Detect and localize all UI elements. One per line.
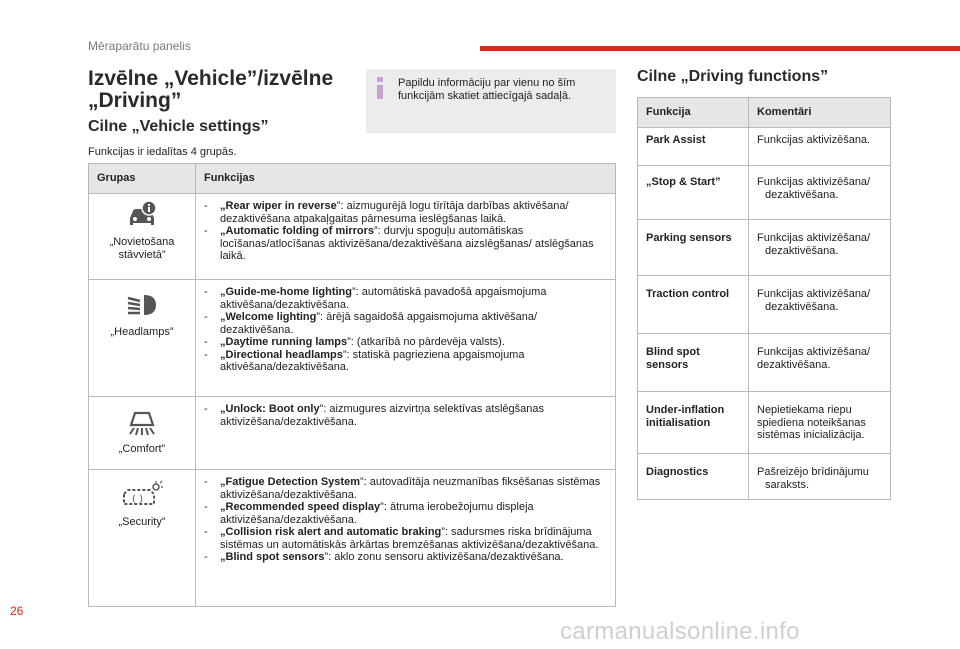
group-name: „Headlamps” xyxy=(110,326,174,338)
interior-light-icon xyxy=(124,407,160,437)
list-item: - „Unlock: Boot only”: aizmugures aizvirtņa selektīvas atslēgšanas aktivizēšana/dezaktivēšana. xyxy=(204,403,544,428)
function-comment: Funkcijas aktivizēšana. xyxy=(749,128,891,166)
function-desc: ”: ārējā sagaidošā apgaismojuma aktivēšana/ dezaktivēšana. xyxy=(220,311,538,336)
section-header: Mēraparātu panelis xyxy=(88,39,191,53)
header-accent-bar xyxy=(480,46,960,51)
function-name: Under-inflation initialisation xyxy=(638,392,749,454)
function-name: „Rear wiper in reverse xyxy=(220,200,337,212)
group-cell xyxy=(89,397,196,470)
list-item: - „Directional headlamps”: statiskā pagrieziena apgaismojuma aktivēšana/dezaktivēšana. xyxy=(204,348,525,373)
group-cell xyxy=(89,470,196,607)
function-name: „Directional headlamps xyxy=(220,348,343,361)
function-name: „Automatic folding of mirrors xyxy=(220,225,374,237)
headlamp-icon xyxy=(124,290,160,320)
vehicle-settings-subtitle: Cilne „Vehicle settings” xyxy=(88,118,269,135)
info-icon xyxy=(370,75,390,101)
table-row xyxy=(89,470,616,607)
function-name: „Unlock: Boot only xyxy=(220,403,320,415)
function-name: Blind spot sensors xyxy=(638,334,749,392)
driving-functions-table xyxy=(637,97,891,500)
function-name: „Blind spot sensors xyxy=(220,551,325,563)
info-note xyxy=(366,69,616,133)
list-item: - „Guide-me-home lighting”: automātiskā pavadošā apgaismojuma aktivēšana/dezaktivēšana. xyxy=(204,286,547,311)
functions-cell xyxy=(196,280,616,397)
driver-alert-icon xyxy=(120,480,164,510)
list-item: - „Fatigue Detection System”: autovadītāja neuzmanības fiksēšanas sistēmas aktivizēšana/dezaktivēšana. xyxy=(204,476,601,501)
function-desc: ”: statiskā pagrieziena apgaismojuma aktivēšana/dezaktivēšana. xyxy=(220,348,525,373)
list-item: - „Recommended speed display”: ātruma ierobežojumu displeja aktivizēšana/dezaktivēšana. xyxy=(204,501,534,526)
function-desc: ”: aklo zonu sensoru aktivizēšana/dezaktivēšana. xyxy=(324,551,564,563)
intro-text: Funkcijas ir iedalītas 4 grupās. xyxy=(88,146,237,158)
table-row xyxy=(89,280,616,397)
watermark: carmanualsonline.info xyxy=(560,618,800,645)
function-comment: Funkcijas aktivizēšana/ dezaktivēšana. xyxy=(749,220,891,276)
info-text: Papildu informāciju par vienu no šīm funkcijām skatiet attiecīgajā sadaļā. xyxy=(398,77,576,102)
table-row xyxy=(638,166,891,220)
svg-text:( ): ( ) xyxy=(132,494,143,505)
group-cell xyxy=(89,280,196,397)
column-header: Komentāri xyxy=(749,98,891,128)
vehicle-settings-table xyxy=(88,163,616,607)
list-item: - „Daytime running lamps”: (atkarībā no pārdevēja valsts). xyxy=(204,336,505,348)
table-row xyxy=(89,397,616,470)
table-row xyxy=(89,194,616,280)
function-name: „Collision risk alert and automatic braking xyxy=(220,526,442,538)
function-desc: ”: sadursmes riska brīdinājuma sistēmas un automātiskās ārkārtas bremzēšanas aktivizēšana/dezaktivēšana. xyxy=(220,526,599,551)
function-comment: Nepietiekama riepu spiediena noteikšanas sistēmas inicializācija. xyxy=(749,392,891,454)
function-desc: ”: durvju spoguļu automātiskas locīšanas/atlocīšanas aktivizēšana/dezaktivēšana aizslēgšanas/ atslēgšanas laikā. xyxy=(220,225,594,262)
car-info-icon xyxy=(124,200,160,230)
function-name: Traction control xyxy=(638,276,749,334)
table-row xyxy=(638,220,891,276)
list-item: - „Welcome lighting”: ārējā sagaidošā apgaismojuma aktivēšana/ dezaktivēšana. xyxy=(204,311,538,336)
function-desc: ”: aizmugurējā logu tīrītāja darbības aktivēšana/ dezaktivēšana atpakaļgaitas pārnesuma ieslēgšanas laikā. xyxy=(220,200,569,225)
group-cell xyxy=(89,194,196,280)
function-name: „Fatigue Detection System xyxy=(220,476,360,488)
function-name: „Welcome lighting xyxy=(220,311,317,323)
column-header: Funkcijas xyxy=(196,164,616,194)
page-title: Izvēlne „Vehicle”/izvēlne „Driving” xyxy=(88,67,334,112)
function-name: Diagnostics xyxy=(638,454,749,500)
function-name: „Recommended speed display xyxy=(220,501,381,513)
function-desc: ”: automātiskā pavadošā apgaismojuma aktivēšana/dezaktivēšana. xyxy=(220,286,547,311)
function-name: Parking sensors xyxy=(638,220,749,276)
page-number: 26 xyxy=(10,604,24,618)
function-comment: Funkcijas aktivizēšana/ dezaktivēšana. xyxy=(749,276,891,334)
function-comment: Pašreizējo brīdinājumu saraksts. xyxy=(749,454,891,500)
group-name: „Novietošana stāvvietā” xyxy=(109,236,175,261)
functions-cell xyxy=(196,194,616,280)
table-row xyxy=(638,334,891,392)
table-row xyxy=(638,276,891,334)
table-row xyxy=(638,454,891,500)
function-desc: ”: autovadītāja neuzmanības fiksēšanas sistēmas aktivizēšana/dezaktivēšana. xyxy=(220,476,601,501)
function-name: „Guide-me-home lighting xyxy=(220,286,352,298)
function-desc: ”: (atkarībā no pārdevēja valsts). xyxy=(347,336,505,348)
table-header-row xyxy=(638,98,891,128)
functions-cell xyxy=(196,397,616,470)
function-name: Park Assist xyxy=(638,128,749,166)
function-comment: Funkcijas aktivizēšana/ dezaktivēšana. xyxy=(749,334,891,392)
table-row xyxy=(638,128,891,166)
table-header-row xyxy=(89,164,616,194)
function-name: „Daytime running lamps xyxy=(220,336,348,348)
function-desc: ”: aizmugures aizvirtņa selektīvas atslēgšanas aktivizēšana/dezaktivēšana. xyxy=(220,403,544,428)
driving-functions-title: Cilne „Driving functions” xyxy=(637,68,829,85)
column-header: Grupas xyxy=(89,164,196,194)
function-comment: Funkcijas aktivizēšana/ dezaktivēšana. xyxy=(749,166,891,220)
functions-cell xyxy=(196,470,616,607)
column-header: Funkcija xyxy=(638,98,749,128)
list-item: - „Automatic folding of mirrors”: durvju spoguļu automātiskas locīšanas/atlocīšanas aktivizēšana/dezaktivēšana aizslēgšanas/ atslēgšanas laikā. xyxy=(204,225,594,262)
function-name: „Stop & Start” xyxy=(638,166,749,220)
list-item: - „Collision risk alert and automatic braking”: sadursmes riska brīdinājuma sistēmas un automātiskās ārkārtas bremzēšanas aktivizēšana/dezaktivēšana. xyxy=(204,526,599,551)
function-desc: ”: ātruma ierobežojumu displeja aktivizēšana/dezaktivēšana. xyxy=(220,501,534,526)
list-item: - „Rear wiper in reverse”: aizmugurējā logu tīrītāja darbības aktivēšana/ dezaktivēšana atpakaļgaitas pārnesuma ieslēgšanas laikā. xyxy=(204,200,569,225)
group-name: „Security” xyxy=(118,516,166,528)
group-name: „Comfort” xyxy=(118,443,166,455)
table-row xyxy=(638,392,891,454)
list-item: - „Blind spot sensors”: aklo zonu sensoru aktivizēšana/dezaktivēšana. xyxy=(204,551,564,563)
